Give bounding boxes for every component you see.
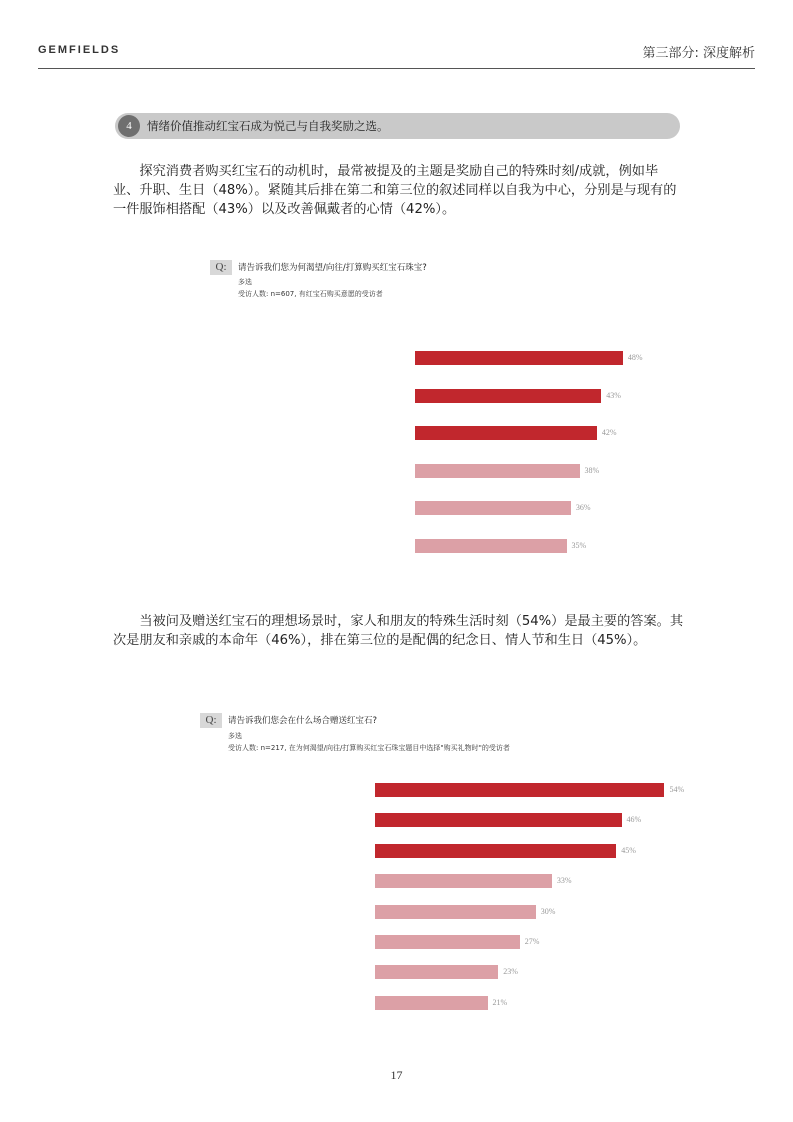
bar	[375, 935, 520, 949]
key-finding-banner	[115, 113, 680, 139]
bar-value-label: 36%	[575, 503, 591, 512]
brand-logo: GEMFIELDS	[38, 44, 121, 56]
bar	[375, 783, 664, 797]
multi-select-note: 多选	[228, 732, 242, 740]
bar-value-label: 38%	[584, 465, 600, 475]
multi-select-note: 多选	[238, 278, 252, 286]
bar-value-label: 46%	[626, 815, 642, 825]
bar-value-label: 23%	[503, 967, 518, 977]
bar	[375, 813, 622, 827]
bar	[415, 351, 623, 365]
bar-value-label: 43%	[606, 390, 621, 400]
question-tag: Q:	[210, 260, 232, 275]
question-text: 请告诉我们您为何渴望/向往/打算购买红宝石珠宝?	[238, 263, 427, 273]
bar-value-label: 45%	[621, 845, 636, 855]
section-title: 第三部分: 深度解析	[642, 46, 755, 61]
bar	[415, 501, 571, 515]
question-text: 请告诉我们您会在什么场合赠送红宝石?	[228, 716, 378, 726]
bar	[415, 426, 597, 440]
question-tag: Q:	[200, 713, 222, 728]
sample-note: 受访人数: n=607, 有红宝石购买意愿的受访者	[238, 290, 383, 298]
bar	[375, 996, 488, 1010]
bar	[375, 965, 498, 979]
bar-value-label: 42%	[601, 428, 617, 437]
bar-value-label: 30%	[540, 906, 556, 916]
bar-value-label: 54%	[669, 785, 685, 794]
bar	[415, 539, 567, 553]
finding-number-badge: 4	[118, 115, 140, 137]
bar	[415, 464, 580, 478]
bar-value-label: 48%	[627, 353, 643, 362]
bar	[415, 389, 601, 403]
paragraph-gifting-occasions: 当被问及赠送红宝石的理想场景时，家人和朋友的特殊生活时刻（54%）是最主要的答案。其次是朋友和亲戚的本命年（46%），排在第三位的是配偶的纪念日、情人节和生日（45%）。	[113, 614, 684, 648]
page-number: 17	[390, 1068, 403, 1082]
header-divider	[38, 68, 755, 69]
bar	[375, 874, 552, 888]
finding-text: 情绪价值推动红宝石成为悦己与自我奖励之选。	[147, 119, 389, 133]
bar	[375, 844, 616, 858]
bar-value-label: 21%	[492, 997, 508, 1007]
sample-note: 受访人数: n=217, 在为何渴望/向往/打算购买红宝石珠宝题目中选择"购买礼物时"的受访者	[228, 744, 510, 752]
bar-value-label: 33%	[556, 876, 572, 886]
bar	[375, 905, 536, 919]
paragraph-purchase-motivation: 探究消费者购买红宝石的动机时，最常被提及的主题是奖励自己的特殊时刻/成就，例如毕业、升职、生日（48%）。紧随其后排在第二和第三位的叙述同样以自我为中心，分别是与现有的一件服饰相搭配（43%）以及改善佩戴者的心情（42%）。	[113, 164, 677, 217]
bar-value-label: 27%	[524, 937, 540, 946]
bar-value-label: 35%	[571, 540, 587, 550]
